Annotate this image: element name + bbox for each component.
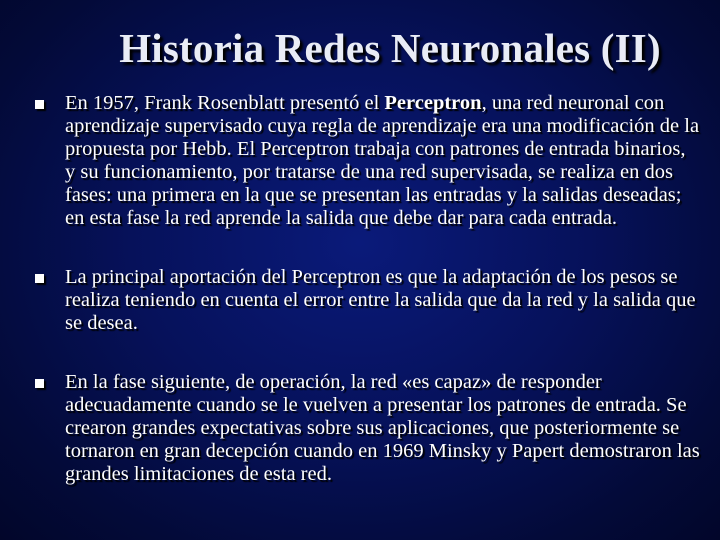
bullet-text-after: , una red neuronal con aprendizaje supervisado cuya regla de aprendizaje era una modificación de la propuesta por Hebb. El Perceptron trabaja con patrones de entrada binarios, y su funcionamiento, por tratarse de una red supervisada, se realiza en dos fases: una primera en la que se presentan las entradas y la salidas deseadas; en esta fase la red aprende la salida que debe dar para cada entrada. [65, 92, 700, 229]
bullet-item-operacion [30, 371, 700, 486]
bullet-text-bold: Perceptron [384, 92, 482, 114]
bullet-list [30, 92, 700, 522]
bullet-text-before: En 1957, Frank Rosenblatt presentó el [65, 92, 385, 114]
bullet-text: La principal aportación del Perceptron es que la adaptación de los pesos se realiza teniendo en cuenta el error entre la salida que da la red y la salida que se desea. [65, 266, 696, 334]
bullet-item-adaptacion [30, 266, 700, 335]
slide-title: Historia Redes Neuronales (II) [119, 25, 661, 71]
square-bullet-icon [35, 100, 44, 109]
bullet-item-perceptron [30, 92, 700, 230]
square-bullet-icon [35, 274, 44, 283]
bullet-text [65, 92, 700, 230]
bullet-text: En la fase siguiente, de operación, la red «es capaz» de responder adecuadamente cuando se le vuelven a presentar los patrones de entrada. Se crearon grandes expectativas sobre sus aplicaciones, que posteriormente se tornaron en gran decepción cuando en 1969 Minsky y Papert demostraron las grandes limitaciones de esta red. [65, 371, 700, 485]
square-bullet-icon [35, 379, 44, 388]
